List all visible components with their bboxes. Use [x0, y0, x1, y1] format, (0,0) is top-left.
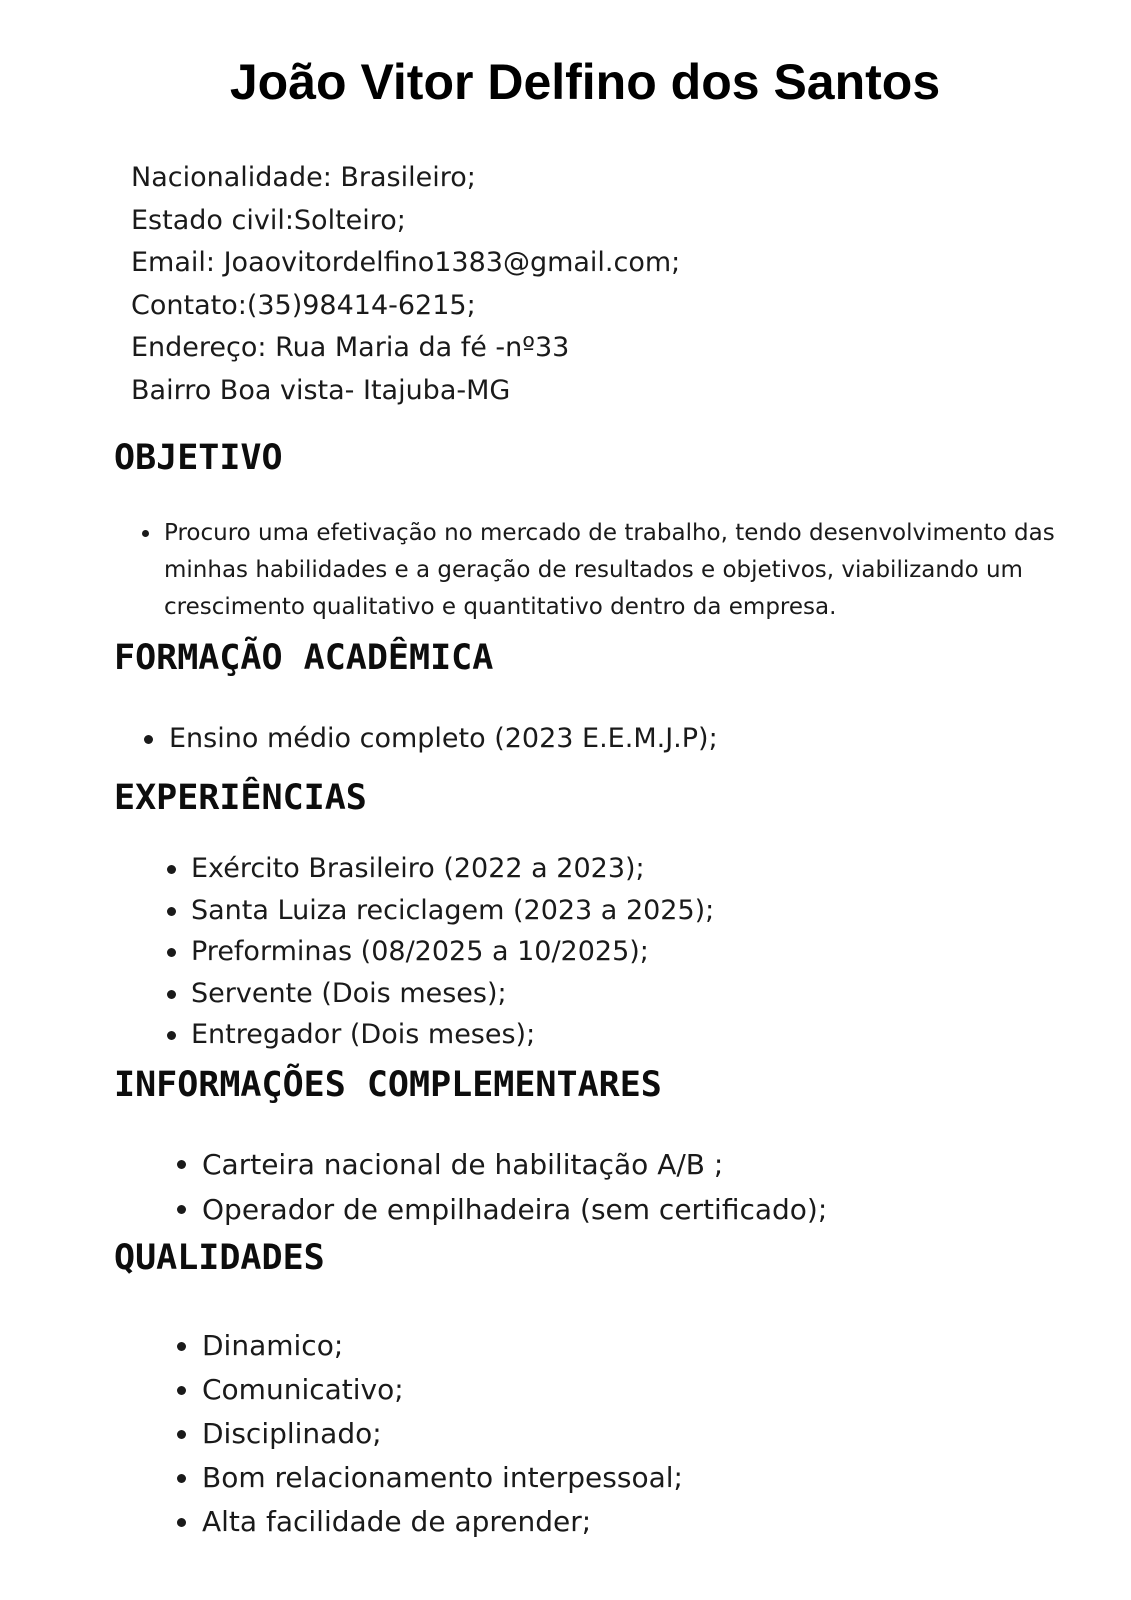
info-address: Endereço: Rua Maria da fé -nº33: [131, 332, 570, 363]
objetivo-list: [142, 515, 1062, 626]
list-item: Exército Brasileiro (2022 a 2023);: [164, 848, 714, 890]
info-email: Email: Joaovitordelfino1383@gmail.com;: [131, 247, 681, 278]
list-item: Servente (Dois meses);: [164, 973, 714, 1015]
section-title-qualidades: QUALIDADES: [114, 1238, 325, 1278]
list-item: Procuro uma efetivação no mercado de trabalho, tendo desenvolvimento das minhas habilidades e a geração de resultados e objetivos, viabilizando um crescimento qualitativo e quantitativo dentro da empresa.: [142, 515, 1062, 626]
section-title-experiencias: EXPERIÊNCIAS: [114, 778, 367, 818]
info-marital-status: Estado civil:Solteiro;: [131, 204, 406, 236]
list-item: Operador de empilhadeira (sem certificado);: [175, 1187, 827, 1232]
list-item: Santa Luiza reciclagem (2023 a 2025);: [164, 890, 714, 932]
list-item: Dinamico;: [175, 1324, 683, 1368]
candidate-name: João Vitor Delfino dos Santos: [229, 54, 941, 110]
list-item: Disciplinado;: [175, 1412, 683, 1456]
list-item: Bom relacionamento interpessoal;: [175, 1456, 683, 1500]
list-item: Alta facilidade de aprender;: [175, 1500, 683, 1544]
list-item: Comunicativo;: [175, 1368, 683, 1412]
complementares-list: [175, 1142, 827, 1232]
section-title-complementares: INFORMAÇÕES COMPLEMENTARES: [114, 1065, 662, 1105]
experiencias-list: [164, 848, 714, 1056]
list-item: Entregador (Dois meses);: [164, 1014, 714, 1056]
list-item: Preforminas (08/2025 a 10/2025);: [164, 931, 714, 973]
info-contact: Contato:(35)98414-6215;: [131, 289, 476, 321]
info-nationality: Nacionalidade: Brasileiro;: [131, 162, 476, 193]
formacao-list: [142, 718, 718, 760]
section-title-formacao: FORMAÇÃO ACADÊMICA: [114, 638, 494, 678]
section-title-objetivo: OBJETIVO: [114, 438, 283, 478]
list-item: Ensino médio completo (2023 E.E.M.J.P);: [142, 718, 718, 760]
qualidades-list: [175, 1324, 683, 1544]
info-neighborhood: Bairro Boa vista- Itajuba-MG: [131, 374, 511, 406]
personal-info: [131, 157, 680, 412]
list-item: Carteira nacional de habilitação A/B ;: [175, 1142, 827, 1187]
